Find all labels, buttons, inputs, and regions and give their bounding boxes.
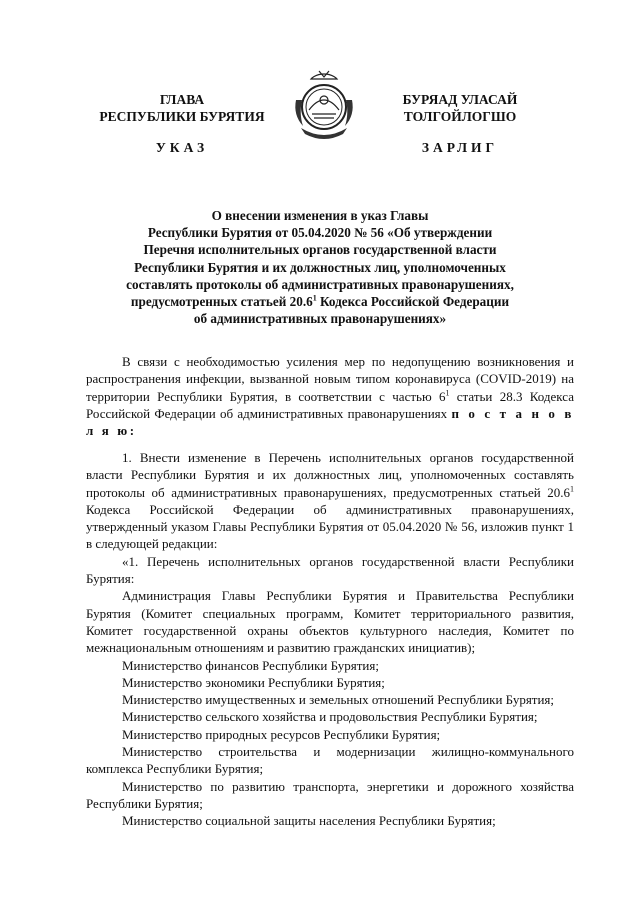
coat-of-arms-icon (291, 70, 357, 140)
item-text: 1. Внести изменение в Перечень исполнительных органов государственной власти Республики Бурятия и их должностных лиц, уполномоченных составлять протоколы об административных правонарушениях, предусмотренных статьей 20.6 (86, 450, 574, 500)
list-item: Министерство экономики Республики Бурятия; (122, 674, 385, 690)
preamble-paragraph (86, 353, 574, 439)
list-item: Министерство сельского хозяйства и продовольствия Республики Бурятия; (122, 709, 538, 725)
list-item: Министерство строительства и модернизации жилищно-коммунального комплекса Республики Бурятия; (86, 744, 574, 777)
list-item: «1. Перечень исполнительных органов государственной власти Республики Бурятия: (86, 553, 574, 587)
header-right-line1: БУРЯАД УЛАСАЙ (402, 92, 518, 107)
title-line (90, 293, 550, 310)
title-line: Перечня исполнительных органов государственной власти (143, 242, 497, 258)
list-item: Министерство социальной защиты населения Республики Бурятия; (122, 813, 496, 829)
document-title (90, 207, 550, 327)
list-item: Министерство по развитию транспорта, энергетики и дорожного хозяйства Республики Бурятия; (86, 778, 574, 811)
preamble (86, 353, 574, 439)
superscript: 1 (570, 484, 574, 494)
header-left-line1: ГЛАВА (159, 92, 205, 107)
title-text: Кодекса Российской Федерации (316, 294, 510, 310)
title-line: составлять протоколы об административных правонарушениях, (126, 276, 514, 292)
header-left (72, 91, 292, 125)
header-right-line2: ТОЛГОЙЛОГШО (403, 109, 517, 124)
title-line: О внесении изменения в указ Главы (211, 208, 429, 223)
title-text: предусмотренных статьей 20.6 (130, 294, 313, 310)
superscript: 1 (312, 293, 317, 303)
title-line: Республики Бурятия от 05.04.2020 № 56 «Об утверждении (147, 225, 493, 241)
preamble-text: статьи 28.3 Кодекса Российской Федерации об административных правонарушениях (86, 388, 574, 421)
item-paragraph (86, 449, 574, 553)
preamble-text: В связи с необходимостью усиления мер по недопущению возникновения и распространения инфекции, вызванной новым типом коронавируса (COVID-2019) на территории Республики Бурятия, в соответствии с частью 6 (86, 354, 574, 404)
header-left-line2: РЕСПУБЛИКИ БУРЯТИЯ (99, 109, 265, 124)
decree-label-bua: ЗАРЛИГ (421, 140, 499, 155)
title-line: Республики Бурятия и их должностных лиц, уполномоченных (134, 259, 506, 275)
decree-word: п о с т а н о в л я ю: (86, 405, 574, 439)
superscript: 1 (445, 388, 450, 398)
list-item: Министерство природных ресурсов Республики Бурятия; (122, 726, 441, 742)
list-item: Министерство имущественных и земельных отношений Республики Бурятия; (122, 692, 555, 708)
decree-body (86, 449, 574, 830)
header-right (360, 91, 560, 125)
title-line: об административных правонарушениях» (193, 311, 447, 327)
list-item: Администрация Главы Республики Бурятия и Правительства Республики Бурятия (Комитет специальных программ, Комитет территориального развития, Комитет государственной охраны объектов культурного наследия, Комитет по межнациональным отношениям и развитию гражданских инициатив); (86, 588, 574, 656)
decree-label-ru: УКАЗ (155, 140, 209, 155)
item-text: Кодекса Российской Федерации об административных правонарушениях, утвержденный указом Главы Республики Бурятия от 05.04.2020 № 56, изложив пункт 1 в следующей редакции: (86, 501, 574, 552)
list-item: Министерство финансов Республики Бурятия; (122, 657, 379, 673)
